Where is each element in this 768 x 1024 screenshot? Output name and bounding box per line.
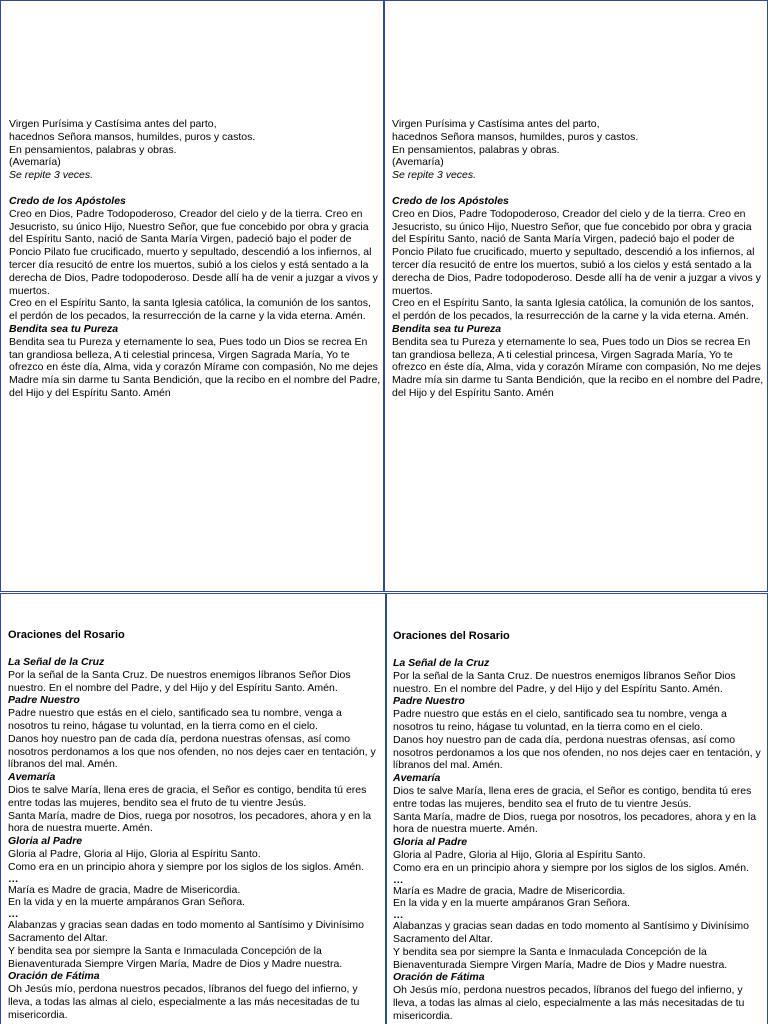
fatima-text: Oh Jesús mío, perdona nuestros pecados, líbranos del fuego del infierno, y lleva, a todas las almas al cielo, especialmente a las más necesitadas de tu misericordia. [393,984,745,1022]
credo-paragraph: Creo en Dios, Padre Todopoderoso, Creador del cielo y de la tierra. Creo en Jesucristo, su único Hijo, Nuestro Señor, que fue concebido por obra y gracia del Espíritu Santo, nació de Santa María Virgen, padeció bajo el poder de Poncio Pilato fue crucificado, muerto y sepultado, descendió a los infiernos, al tercer día resucitó de entre los muertos, subió a los cielos y está sentado a la derecha de Dios, Padre todopoderoso. Desde allí ha de venir a juzgar a vivos y muertos. [9,207,378,297]
ave-heading: Avemaría [8,771,56,784]
repeat-note: Se repite 3 veces. [9,169,94,182]
maria-text: En la vida y en la muerte ampáranos Gran Señora. [8,896,245,909]
intro-line: En pensamientos, palabras y obras. [392,143,560,156]
fatima-heading: Oración de Fátima [393,971,485,984]
fatima-heading: Oración de Fátima [8,970,100,983]
padre-heading: Padre Nuestro [393,695,465,708]
ellipsis: … [393,909,404,922]
maria-text: María es Madre de gracia, Madre de Misericordia. [393,884,626,897]
alabanzas-text: Alabanzas y gracias sean dadas en todo momento al Santísimo y Divinísimo Sacramento del Altar. [393,920,750,945]
ellipsis: … [8,908,19,921]
ave-text: Dios te salve María, llena eres de gracia, el Señor es contigo, bendita tú eres entre todas las mujeres, bendito sea el fruto de tu vientre Jesús. [8,783,367,809]
senal-heading: La Señal de la Cruz [8,656,105,668]
intro-line: hacednos Señora mansos, humildes, puros y castos. [9,130,256,143]
ave-text: Santa María, madre de Dios, ruega por nosotros, los pecadores, ahora y en la hora de nuestra muerte. Amén. [393,810,757,836]
page-bottom-left [0,593,386,1024]
ellipsis: … [393,873,404,886]
senal-text: Por la señal de la Santa Cruz. De nuestros enemigos líbranos Señor Dios nuestro. En el nombre del Padre, y del Hijo y del Espíritu Santo. Amén. [8,668,351,694]
maria-text: En la vida y en la muerte ampáranos Gran Señora. [393,897,630,910]
intro-line: (Avemaría) [392,156,444,169]
alabanzas-text: Y bendita sea por siempre la Santa e Inmaculada Concepción de la Bienaventurada Siempre Virgen María, Madre de Dios y Madre nuestra. [393,945,728,971]
ave-text: Santa María, madre de Dios, ruega por nosotros, los pecadores, ahora y en la hora de nuestra muerte. Amén. [8,809,372,835]
prayer-column [9,118,381,400]
ave-heading: Avemaría [393,772,441,785]
credo-paragraph: Creo en Dios, Padre Todopoderoso, Creador del cielo y de la tierra. Creo en Jesucristo, su único Hijo, Nuestro Señor, que fue concebido por obra y gracia del Espíritu Santo, nació de Santa María Virgen, padeció bajo el poder de Poncio Pilato fue crucificado, muerto y sepultado, descendió a los infiernos, al tercer día resucitó de entre los muertos, subió a los cielos y está sentado a la derecha de Dios, Padre todopoderoso. Desde allí ha de venir a juzgar a vivos y muertos. [392,207,761,297]
maria-text: María es Madre de gracia, Madre de Misericordia. [8,883,241,896]
gloria-text: Como era en un principio ahora y siempre por los siglos de los siglos. Amén. [393,861,750,874]
alabanzas-text: Alabanzas y gracias sean dadas en todo momento al Santísimo y Divinísimo Sacramento del Altar. [8,919,365,944]
prayer-column [8,629,382,1022]
gloria-heading: Gloria al Padre [393,836,468,849]
padre-text: Danos hoy nuestro pan de cada día, perdona nuestras ofensas, así como nosotros perdonamos a los que nos ofenden, no nos dejes caer en tentación, y líbranos del mal. Amén. [393,733,761,772]
gloria-text: Como era en un principio ahora y siempre por los siglos de los siglos. Amén. [8,860,365,873]
ellipsis: … [8,872,19,885]
page-top-left [0,0,384,592]
padre-text: Danos hoy nuestro pan de cada día, perdona nuestras ofensas, así como nosotros perdonamos a los que nos ofenden, no nos dejes caer en tentación, y líbranos del mal. Amén. [8,732,376,771]
gloria-text: Gloria al Padre, Gloria al Hijo, Gloria al Espíritu Santo. [8,847,261,860]
gloria-text: Gloria al Padre, Gloria al Hijo, Gloria al Espíritu Santo. [393,848,646,861]
padre-heading: Padre Nuestro [8,694,80,707]
senal-text: Por la señal de la Santa Cruz. De nuestros enemigos líbranos Señor Dios nuestro. En el nombre del Padre, y del Hijo y del Espíritu Santo. Amén. [393,669,736,695]
credo-paragraph: Creo en el Espíritu Santo, la santa Iglesia católica, la comunión de los santos, el perdón de los pecados, la resurrección de la carne y la vida eterna. Amén. [9,297,371,323]
page-bottom-right [386,593,768,1024]
credo-heading: Credo de los Apóstoles [9,194,126,207]
ave-text: Dios te salve María, llena eres de gracia, el Señor es contigo, bendita tú eres entre todas las mujeres, bendito sea el fruto de tu vientre Jesús. [393,784,752,810]
credo-heading: Credo de los Apóstoles [392,194,509,207]
repeat-note: Se repite 3 veces. [392,169,477,182]
page-top-right [384,0,768,592]
intro-line: Virgen Purísima y Castísima antes del parto, [9,118,217,130]
prayer-column [392,118,764,400]
fatima-text: Oh Jesús mío, perdona nuestros pecados, líbranos del fuego del infierno, y lleva, a todas las almas al cielo, especialmente a las más necesitadas de tu misericordia. [8,983,360,1021]
page-title: Oraciones del Rosario [393,630,510,642]
intro-line: En pensamientos, palabras y obras. [9,143,177,156]
intro-line: Virgen Purísima y Castísima antes del parto, [392,118,600,130]
intro-line: hacednos Señora mansos, humildes, puros y castos. [392,130,639,143]
credo-paragraph: Creo en el Espíritu Santo, la santa Iglesia católica, la comunión de los santos, el perdón de los pecados, la resurrección de la carne y la vida eterna. Amén. [392,297,754,323]
alabanzas-text: Y bendita sea por siempre la Santa e Inmaculada Concepción de la Bienaventurada Siempre Virgen María, Madre de Dios y Madre nuestra. [8,944,343,970]
senal-heading: La Señal de la Cruz [393,657,490,669]
bendita-text: Bendita sea tu Pureza y eternamente lo sea, Pues todo un Dios se recrea En tan grandiosa belleza, A ti celestial princesa, Virgen Sagrada María, Yo te ofrezco en éste día, Alma, vida y corazón Mírame con compasión, No me dejes Madre mía sin darme tu Santa Bendición, que la recibo en el nombre del Padre, del Hijo y del Espíritu Santo. Amén [9,335,381,399]
page-title: Oraciones del Rosario [8,629,125,641]
padre-text: Padre nuestro que estás en el cielo, santificado sea tu nombre, venga a nosotros tu reino, hágase tu voluntad, en la tierra como en el cielo. [8,707,342,732]
bendita-heading: Bendita sea tu Pureza [392,322,502,335]
padre-text: Padre nuestro que estás en el cielo, santificado sea tu nombre, venga a nosotros tu reino, hágase tu voluntad, en la tierra como en el cielo. [393,708,727,733]
bendita-heading: Bendita sea tu Pureza [9,322,119,335]
gloria-heading: Gloria al Padre [8,835,83,848]
intro-line: (Avemaría) [9,156,61,169]
prayer-column [393,630,767,1023]
bendita-text: Bendita sea tu Pureza y eternamente lo sea, Pues todo un Dios se recrea En tan grandiosa belleza, A ti celestial princesa, Virgen Sagrada María, Yo te ofrezco en éste día, Alma, vida y corazón Mírame con compasión, No me dejes Madre mía sin darme tu Santa Bendición, que la recibo en el nombre del Padre, del Hijo y del Espíritu Santo. Amén [392,335,764,399]
